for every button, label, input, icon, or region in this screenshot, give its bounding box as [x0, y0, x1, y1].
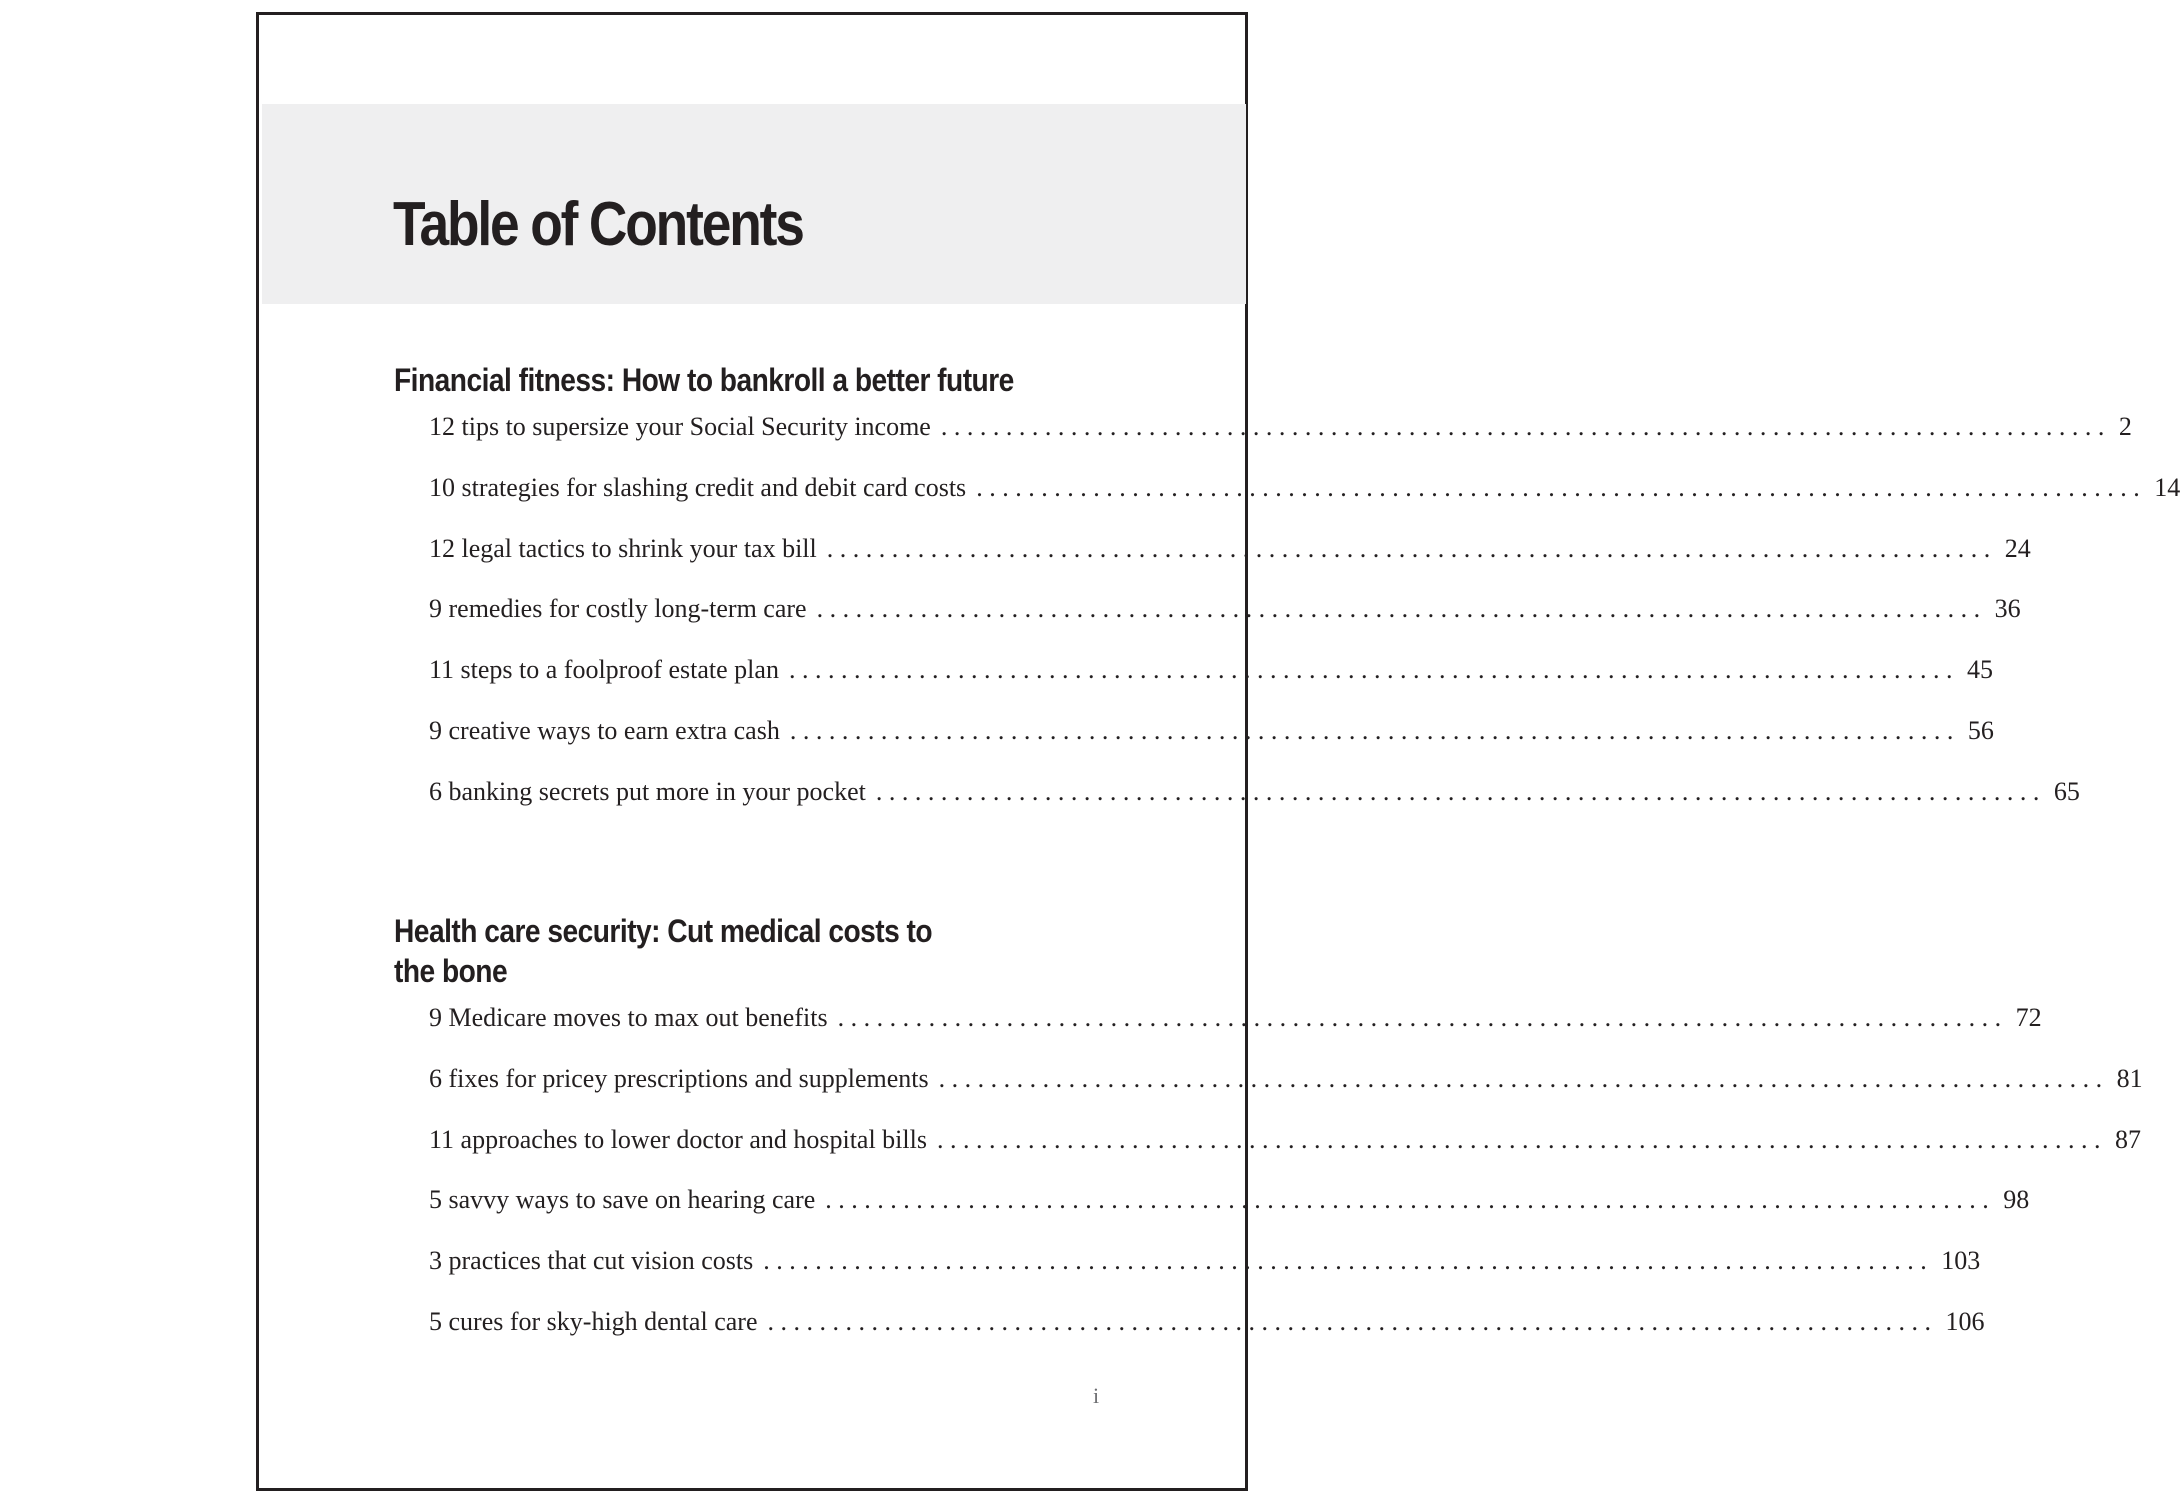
toc-entry[interactable] — [429, 1063, 2143, 1125]
toc-list-financial-fitness — [429, 412, 2180, 838]
dot-leader: .......................................................................................... — [788, 655, 1959, 685]
section-heading-line: the bone — [394, 953, 508, 989]
toc-entry[interactable] — [429, 1306, 1985, 1368]
toc-entry-title: 9 remedies for costly long-term care — [429, 594, 807, 624]
toc-entry-title: 11 approaches to lower doctor and hospital bills — [429, 1124, 927, 1154]
book-page — [256, 12, 2180, 1491]
toc-entry-title: 9 creative ways to earn extra cash — [429, 715, 780, 745]
section-heading-line: Financial fitness: How to bankroll a better future — [394, 362, 1014, 398]
toc-entry[interactable] — [429, 412, 2132, 473]
dot-leader: .......................................................................................... — [826, 533, 1997, 563]
toc-page-number: 36 — [1994, 594, 2021, 624]
section-heading-health-care-security — [394, 911, 932, 991]
toc-entry-title: 9 Medicare moves to max out benefits — [429, 1003, 828, 1032]
toc-entry-title: 5 savvy ways to save on hearing care — [429, 1185, 816, 1215]
toc-page-number: 14 — [2154, 472, 2180, 502]
toc-entry[interactable] — [429, 776, 2080, 838]
dot-leader: .......................................................................................... — [767, 1306, 1938, 1336]
section-heading-financial-fitness — [394, 360, 1014, 400]
toc-entry-title: 11 steps to a foolproof estate plan — [429, 655, 779, 685]
toc-page-number: 106 — [1945, 1306, 1985, 1336]
toc-entry[interactable] — [429, 655, 1993, 716]
dot-leader: .......................................................................................... — [938, 1063, 2109, 1093]
toc-entry-title: 12 tips to supersize your Social Security income — [429, 412, 931, 441]
dot-leader: .......................................................................................... — [837, 1003, 2008, 1032]
dot-leader: .......................................................................................... — [940, 412, 2111, 441]
dot-leader: .......................................................................................... — [825, 1185, 1996, 1215]
toc-entry[interactable] — [429, 1246, 1981, 1307]
toc-entry[interactable] — [429, 594, 2021, 655]
toc-page-number: 45 — [1966, 655, 1993, 685]
section-heading-line: Health care security: Cut medical costs to — [394, 913, 933, 949]
toc-page-number: 103 — [1941, 1246, 1981, 1276]
toc-page-number: 87 — [2114, 1124, 2141, 1154]
toc-entry[interactable] — [429, 1003, 2042, 1064]
toc-page-number: 98 — [2003, 1185, 2030, 1215]
dot-leader: .......................................................................................... — [875, 776, 2046, 806]
page-title: Table of Contents — [393, 190, 803, 259]
toc-page-number: 2 — [2118, 412, 2132, 441]
dot-leader: .......................................................................................... — [976, 472, 2147, 502]
toc-entry[interactable] — [429, 472, 2180, 534]
toc-page-number: 81 — [2116, 1063, 2143, 1093]
toc-entry-title: 6 banking secrets put more in your pocket — [429, 776, 866, 806]
dot-leader: .......................................................................................... — [936, 1124, 2107, 1154]
toc-entry[interactable] — [429, 1124, 2141, 1186]
toc-entry-title: 6 fixes for pricey prescriptions and supplements — [429, 1063, 929, 1093]
toc-entry[interactable] — [429, 1185, 2030, 1246]
toc-entry[interactable] — [429, 533, 2031, 595]
dot-leader: .......................................................................................... — [789, 715, 1960, 745]
dot-leader: .......................................................................................... — [763, 1246, 1934, 1276]
toc-entry[interactable] — [429, 715, 1994, 777]
toc-page-number: 56 — [1967, 715, 1994, 745]
toc-page-number: 72 — [2015, 1003, 2042, 1032]
toc-entry-title: 10 strategies for slashing credit and debit card costs — [429, 472, 967, 502]
toc-entry-title: 12 legal tactics to shrink your tax bill — [429, 533, 817, 563]
toc-page-number: 24 — [2004, 533, 2031, 563]
toc-entry-title: 5 cures for sky-high dental care — [429, 1306, 758, 1336]
dot-leader: .......................................................................................... — [816, 594, 1987, 624]
page-folio: i — [1093, 1383, 1100, 1408]
toc-entry-title: 3 practices that cut vision costs — [429, 1246, 754, 1276]
toc-page-number: 65 — [2053, 776, 2080, 806]
toc-list-health-care-security — [429, 1003, 2143, 1368]
